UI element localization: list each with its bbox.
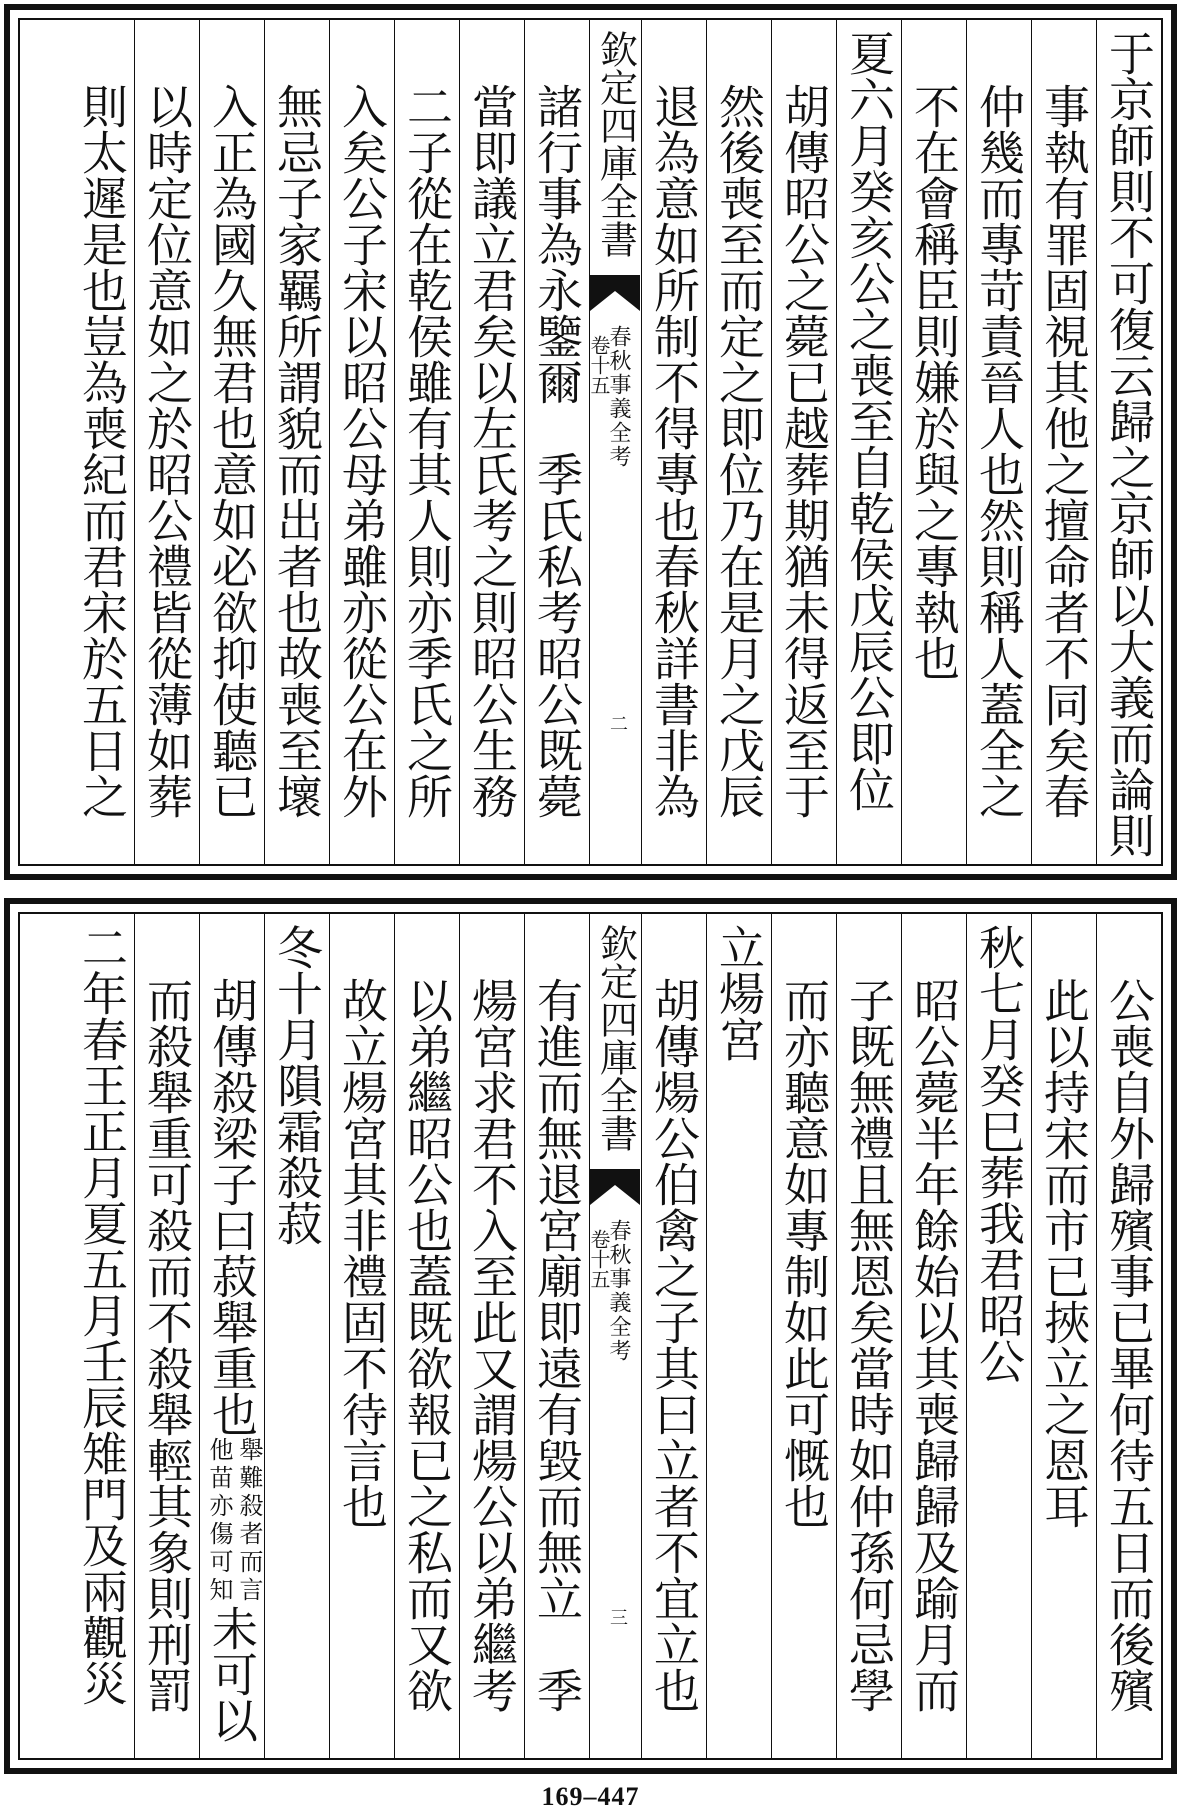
text-column: 立煬宮 <box>706 914 771 1758</box>
text-column: 公喪自外歸殯事已畢何待五日而後殯 <box>1096 914 1161 1758</box>
text-column: 此以持宋而市已挾立之恩耳 <box>1031 914 1096 1758</box>
text-column: 無忌子家羈所謂貌而出者也故喪至壞 <box>264 20 329 864</box>
top-page-frame <box>18 18 1163 866</box>
text-column: 二子從在乾侯雖有其人則亦季氏之所 <box>394 20 459 864</box>
text-column: 事執有罪固視其他之擅命者不同矣春 <box>1031 20 1096 864</box>
bottom-page <box>4 898 1177 1774</box>
note-right: 舉難殺者而言 <box>235 1437 263 1605</box>
text-column: 不在會稱臣則嫌於與之專執也 <box>901 20 966 864</box>
text-column: 胡傳昭公之薨已越葬期猶未得返至于 <box>771 20 836 864</box>
fishtail-mark <box>590 275 640 311</box>
text-column: 冬十月隕霜殺菽 <box>264 914 329 1758</box>
text-column: 以時定位意如之於昭公禮皆從薄如葬 <box>134 20 199 864</box>
spine-volume: 卷十五 <box>587 335 611 395</box>
text-column: 秋七月癸巳葬我君昭公 <box>966 914 1031 1758</box>
note-left: 他苗亦傷可知 <box>205 1437 233 1605</box>
text-column: 故立煬宮其非禮固不待言也 <box>329 914 394 1758</box>
text-column: 夏六月癸亥公之喪至自乾侯戊辰公即位 <box>836 20 901 864</box>
text-column: 二年春王正月夏五月壬辰雉門及兩觀災 <box>75 924 129 1706</box>
text-column: 退為意如所制不得專也春秋詳書非為 <box>641 20 706 864</box>
main-text: 胡傳殺梁子曰菽舉重也 <box>205 977 259 1437</box>
text-column: 子既無禮且無恩矣當時如仲孫何忌學 <box>836 914 901 1758</box>
center-spine <box>589 914 641 1758</box>
text-column: 當即議立君矣以左氏考之則昭公生務 <box>459 20 524 864</box>
fishtail-mark <box>590 1169 640 1205</box>
spine-book-title: 春秋事義全考 <box>606 1219 631 1363</box>
page-footer-number: 169–447 <box>541 1782 640 1811</box>
spine-page-number: 二 <box>610 714 628 735</box>
text-column: 胡傳煬公伯禽之子其曰立者不宜立也 <box>641 914 706 1758</box>
text-column: 有進而無退宮廟即遠有毀而無立 季 <box>524 914 589 1758</box>
spine-title: 欽定四庫全書 <box>593 924 638 1152</box>
center-spine <box>589 20 641 864</box>
text-column: 然後喪至而定之即位乃在是月之戊辰 <box>706 20 771 864</box>
text-column: 而殺舉重可殺而不殺舉輕其象則刑罰 <box>134 914 199 1758</box>
text-column: 則太遲是也豈為喪紀而君宋於五日之 <box>75 83 129 819</box>
spine-book-title: 春秋事義全考 <box>606 325 631 469</box>
top-page <box>4 4 1177 880</box>
text-column: 于京師則不可復云歸之京師以大義而論則 <box>1096 20 1161 864</box>
spine-page-number: 三 <box>610 1608 628 1629</box>
text-column: 而亦聽意如專制如此可慨也 <box>771 914 836 1758</box>
text-column: 以弟繼昭公也蓋既欲報已之私而又欲 <box>394 914 459 1758</box>
text-column-with-note <box>199 914 264 1758</box>
bottom-page-frame <box>18 912 1163 1760</box>
spine-title: 欽定四庫全書 <box>593 30 638 258</box>
main-text-continued: 未可以 <box>205 1605 259 1743</box>
text-column: 入矣公子宋以昭公母弟雖亦從公在外 <box>329 20 394 864</box>
text-column: 昭公薨半年餘始以其喪歸歸及踰月而 <box>901 914 966 1758</box>
text-column: 諸行事為永鑒爾 季氏私考昭公既薨 <box>524 20 589 864</box>
interlinear-note <box>204 1437 264 1605</box>
text-column: 仲幾而專苛責晉人也然則稱人蓋全之 <box>966 20 1031 864</box>
spine-volume: 卷十五 <box>587 1229 611 1289</box>
text-column: 入正為國久無君也意如必欲抑使聽已 <box>199 20 264 864</box>
text-column: 煬宮求君不入至此又謂煬公以弟繼考 <box>459 914 524 1758</box>
